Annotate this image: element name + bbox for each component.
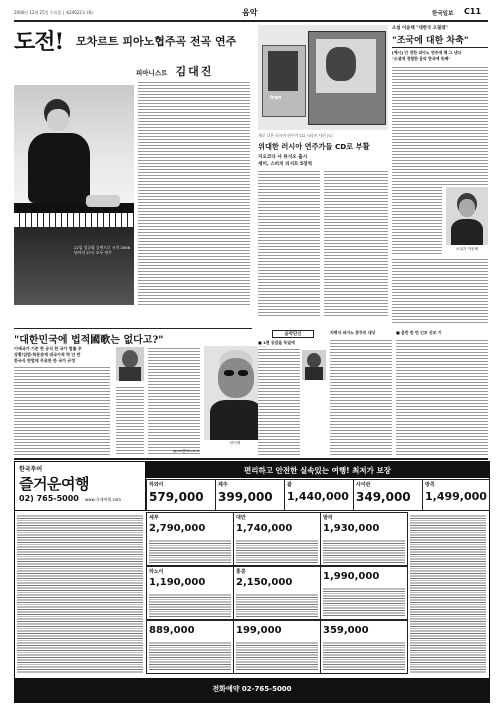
opinion-column: [392, 25, 488, 325]
ad-cell-2: [215, 479, 285, 511]
ad-cell-1: [146, 479, 216, 511]
side-col-body: [396, 338, 488, 455]
anthem-large-portrait: [204, 346, 266, 440]
ad-price-9: 1,190,000: [149, 577, 206, 588]
ad-cell-11: [320, 566, 408, 620]
small-col-2-body: [330, 338, 392, 455]
ad-dest-9: 하노이: [149, 569, 164, 575]
ad-cell-13: [233, 620, 321, 674]
ad-price-10: 2,150,000: [236, 577, 293, 588]
ad-dest-6: 세부: [149, 515, 159, 521]
ad-cell-3: [284, 479, 354, 511]
ad-brand: 한국투어: [19, 466, 43, 473]
ad-dest-8: 발리: [323, 515, 333, 521]
cd-photo: [258, 25, 388, 130]
ad-dest-5: 방콕: [425, 482, 435, 488]
ad-left-list: [17, 514, 143, 674]
photo-caption: 22일 성공회 공연으로 시작 2006년까지 27곡 모두 연주: [74, 245, 130, 255]
opinion-subhead: [예시] 안 정한 피아노 연주에 해 그 낸다: [392, 50, 462, 55]
ad-price-13: 199,000: [236, 625, 282, 636]
small-col-1-photo: [302, 350, 326, 380]
ad-footer: [15, 678, 489, 702]
ad-price-14: 359,000: [323, 625, 369, 636]
opinion-portrait: [446, 187, 488, 245]
ad-cell-10: [233, 566, 321, 620]
section-title: 음악: [242, 8, 258, 17]
ad-cell-9: [146, 566, 234, 620]
small-col-1-body: [258, 347, 300, 455]
album-label: Iran: [270, 95, 282, 101]
ad-cell-6-text: [149, 539, 231, 563]
ad-dest-4: 사이판: [356, 482, 371, 488]
cd-photo-caption: 새로 나온 러시아 연주가 CD 시리즈 사진 (C): [258, 133, 333, 138]
masthead: [14, 6, 488, 20]
ad-dest-7: 대만: [236, 515, 246, 521]
opinion-rule: [392, 47, 488, 48]
anthem-sub-1: 이애국가 기준 헌 공식 한 국가 법률 무: [14, 346, 82, 351]
opinion-series: 소설 이윤택 "대한국 오필래": [392, 26, 448, 31]
ad-right-list: [410, 514, 486, 674]
travel-ad: [14, 461, 490, 703]
ad-dest-10: 홍콩: [236, 569, 246, 575]
ad-price-4: 349,000: [356, 490, 411, 504]
ad-cell-14-text: [323, 641, 405, 671]
cd-headline: 위대한 러시아 연주가들 CD로 부활: [258, 142, 370, 151]
anthem-headline: "대한민국에 법적國歌는 없다고?": [14, 335, 164, 346]
small-column-2: [330, 330, 392, 455]
ad-cell-5: [422, 479, 490, 511]
ad-cell-11-text: [323, 587, 405, 617]
lead-byline: [136, 60, 213, 79]
ad-rule: [14, 458, 488, 460]
opinion-body: [392, 65, 488, 185]
ad-cell-8: [320, 512, 408, 566]
ad-cell-8-text: [323, 539, 405, 563]
cd-subhead-2: 세미, 스비치 리서트 5장씩: [258, 162, 313, 167]
ad-cell-7: [233, 512, 321, 566]
lead-kicker: 도전!: [14, 29, 64, 55]
anthem-body-1: [14, 365, 110, 455]
ad-cell-13-text: [236, 641, 318, 671]
ad-dest-1: 하와이: [149, 482, 164, 488]
ad-cell-4: [353, 479, 423, 511]
pianist-photo: [14, 85, 134, 305]
ad-footer-text: 전화예약 02-765-5000: [212, 685, 292, 693]
side-col-headline: ■ 음반 한 번 인보 산보 기: [396, 330, 442, 335]
ad-cell-12-text: [149, 641, 231, 671]
ad-dest-2: 제주: [218, 482, 228, 488]
ad-mid-grid: [146, 512, 406, 674]
opinion-portrait-caption: 소설가 이문택: [456, 247, 478, 251]
byline-name: 김대진: [175, 65, 214, 78]
lead-body-text: [138, 80, 250, 305]
cd-subhead: 지오코다 사 뮤지오 출시: [258, 155, 308, 160]
opinion-headline: "조국에 대한 차축": [392, 36, 469, 46]
lead-headline: 모차르트 피아노협주곡 전곡 연주: [76, 35, 237, 48]
ad-price-12: 889,000: [149, 625, 195, 636]
ad-banner: [146, 462, 489, 478]
lead-story: [14, 25, 252, 325]
anthem-sub-3: 한국식 헌법에 무료한 한 국가 규정: [14, 358, 76, 363]
section-rule-1: [14, 328, 252, 329]
anthem-signature: jqum@hk.co.kr: [173, 449, 200, 453]
page-number: C11: [464, 7, 482, 16]
ad-price-3: 1,440,000: [287, 490, 349, 503]
small-col-1-item: ■ 1편 공감을 독일에: [258, 340, 295, 345]
ad-dest-3: 괌: [287, 482, 292, 488]
date-line: 2006년 12월 25일 수요일 | 제24622호 (6): [14, 10, 93, 15]
masthead-rule: [14, 20, 488, 22]
small-column-1: [258, 330, 326, 455]
side-column: [396, 330, 488, 455]
anthem-body-2: [148, 346, 200, 456]
anthem-body-3: [116, 385, 144, 455]
anthem-portrait-caption: 안익태: [229, 441, 241, 445]
ad-cell-12: [146, 620, 234, 674]
ad-phone: 02) 765-5000: [19, 494, 79, 503]
ad-price-7: 1,740,000: [236, 523, 293, 534]
byline-role: 피아니스트: [136, 69, 168, 77]
opinion-body-bottom: [392, 257, 488, 325]
cd-story: [258, 25, 388, 325]
ad-row-1: [146, 479, 489, 511]
anthem-story: [14, 331, 252, 456]
small-col-2-headline: 저명자 피아노 콩쿠르 대상: [330, 330, 376, 335]
ad-cell-10-text: [236, 593, 318, 617]
anthem-small-portrait: [116, 347, 144, 381]
cd-body-text: [258, 169, 320, 317]
ad-price-2: 399,000: [218, 490, 273, 504]
paper-name: 한국일보: [432, 11, 454, 17]
opinion-body-narrow: [392, 185, 442, 255]
ad-price-8: 1,930,000: [323, 523, 380, 534]
small-col-1-tag: 음악단신: [272, 330, 314, 338]
cd-body-text-2: [324, 169, 388, 317]
ad-cell-14: [320, 620, 408, 674]
ad-price-11: 1,990,000: [323, 571, 380, 582]
ad-cell-9-text: [149, 593, 231, 617]
ad-logo-block: [15, 462, 146, 511]
ad-price-5: 1,499,000: [425, 490, 487, 503]
ad-slogan: 즐거운여행: [19, 475, 89, 493]
ad-price-1: 579,000: [149, 490, 204, 504]
ad-cell-6: [146, 512, 234, 566]
ad-price-6: 2,790,000: [149, 523, 206, 534]
ad-site: www.국제여행.com: [85, 497, 121, 502]
opinion-subhead-2: "소설에 경험한 음악 한국에 동폐": [392, 56, 451, 61]
ad-cell-7-text: [236, 539, 318, 563]
anthem-sub-2: 상황/입법·학문관계 대국가적 하 안 반: [14, 352, 81, 357]
ad-banner-text: 편리하고 안전한 실속있는 여행! 최저가 보장: [244, 466, 391, 475]
